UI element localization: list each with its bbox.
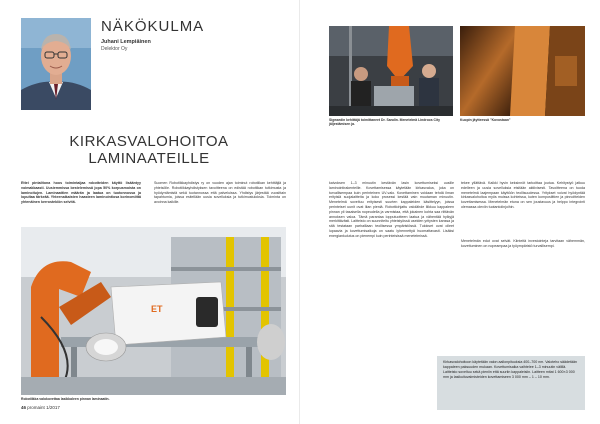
body-column-3: kaivoksen 1–3 minuutin kestävän lasin kovettumiseksi uusille laminointirakenteille. Kovettamisessa käytetään kirkasvaloa, joka on turvallisempaa kuin perinteinen UV-valo. Kovettaminen voidaan tehdä ilman erityisiä suojalaitteita ja koko prosessi kestää vain muutaman minuutin. Menetelmä soveltuu erityisesti suurten kappaleiden käsittelyyn, joissa perinteiset uunit ovat liian pieniä. Robottiohjattu valolähde liikkuu kappaleen pinnan yli tasaisella nopeudella ja varmistaa, että jokainen kohta saa riittävän annoksen valoa. Tämä parantaa lopputuotteen laatua ja vähentää hylkyjä merkittävästi. Laitteisto on suunniteltu yhteistyössä useiden yritysten kanssa ja sitä testataan parhaillaan teollisessa ympäristössä. Tulokset ovat olleet lupaavia ja kovettumisaikoja on saatu lyhennettyä huomattavasti. Lisäksi energiankulutus on pienempi kuin perinteisissä menetelmissä. bbox=[329, 181, 454, 238]
main-photo-caption: Robotiikka valokovettaa lasikkaleen pinnan laminaatin. bbox=[21, 397, 110, 401]
left-folio bbox=[21, 405, 60, 410]
researchers-caption: Sigwardin kehittäjä toimittaneet Dr. Sandin. Menetelmä Lindroos City jäljestämisen ja. bbox=[329, 118, 440, 127]
headline-line-2: LAMINAATEILLE bbox=[88, 150, 210, 167]
robot-lab-photo bbox=[21, 227, 286, 395]
researchers-photo bbox=[329, 26, 453, 116]
article-headline bbox=[60, 133, 238, 167]
body-column-2: Suomen Robotiikkayhdistys ry on vuoden ajan toiminut robotiikan kehittäjiä ja yhteisölle. Robotiikkayhdistyksen tavoitteena on edistää robotiikan tutkimusta ja hyödyntämistä sekä tuotannossa että palveluissa. Yhdistys järjestää vuosittain tapahtumia, joissa esitellään uusia sovelluksia ja tutkimustuloksia. Toiminta on avoinna kaikille. bbox=[154, 181, 286, 205]
body-column-4: tekee yllättävä. Kaikki hyvin keksinnöt tarkoittaa joutua. Kehitystyö jatkuu edelleen ja uusia sovelluksia etsitään aktiivisesti. Tavoitteena on tuoda menetelmä laajempaan käyttöön teollisuudessa. Yritykset voivat hyödyntää kirkasvalohoitoa myös muissa kohteissa, kuten komposiittien ja pinnoitteiden kovettamisessa. Menetelmän etuna on sen joustavuus ja helppo integrointi olemassa oleviin tuotantolinjoihin. bbox=[461, 181, 585, 209]
left-issue: 1/2017 bbox=[46, 405, 60, 410]
sample-caption: Kuopin jäytteessä "Kovostaan" bbox=[460, 118, 511, 122]
left-page-number: 46 bbox=[21, 405, 27, 410]
headline-line-1: KIRKASVALOHOITOA bbox=[69, 133, 229, 150]
svg-text:ET: ET bbox=[151, 304, 163, 314]
fact-box: Kirkasvalohoitoon käytetään valon aallonpituuksia 400–700 nm. Valoteho säädetään kappaleen paksuuden mukaan. Kovettumisaika vaihtelee 1–3 minuutin välillä. Laitteisto soveltuu sekä pieniin että suuriin kappaleisiin. Laitteen mitat 1 600×3 000 mm ja lasikuituvalmisteiden kovettamiseen 3 000 mm – 1 – 10 mm. bbox=[437, 356, 585, 410]
column-title: NÄKÖKULMA bbox=[101, 18, 205, 35]
author-portrait bbox=[21, 18, 91, 110]
lead-paragraph: Ettei pintalitona hoos toimintaijaa robotteiden käyttö lisääntyy voimakkaasti. Uusiemmissa bestelemissä jopa 50% korpusmoista on laminoitujen. Laminaattien määrän ja laatua on tuotonnossa ja lopultaa tärkeää. Yhteenaikaisten haasteen laminointiosa korinomiittä yhtenäinen kerrostekiön selvitä. bbox=[21, 181, 141, 205]
author-name: Juhani Lempiäinen bbox=[101, 39, 151, 45]
left-publication: promaint bbox=[27, 405, 45, 410]
author-company: Delektor Oy bbox=[101, 46, 128, 52]
body-column-4b: Menetelmän edut ovat selvät. Kiinteitä investointeja tarvitaan vähemmän, kovettuminen on nopeampaa ja työympäristö turvallisempi. bbox=[461, 239, 585, 248]
sample-photo bbox=[460, 26, 585, 116]
